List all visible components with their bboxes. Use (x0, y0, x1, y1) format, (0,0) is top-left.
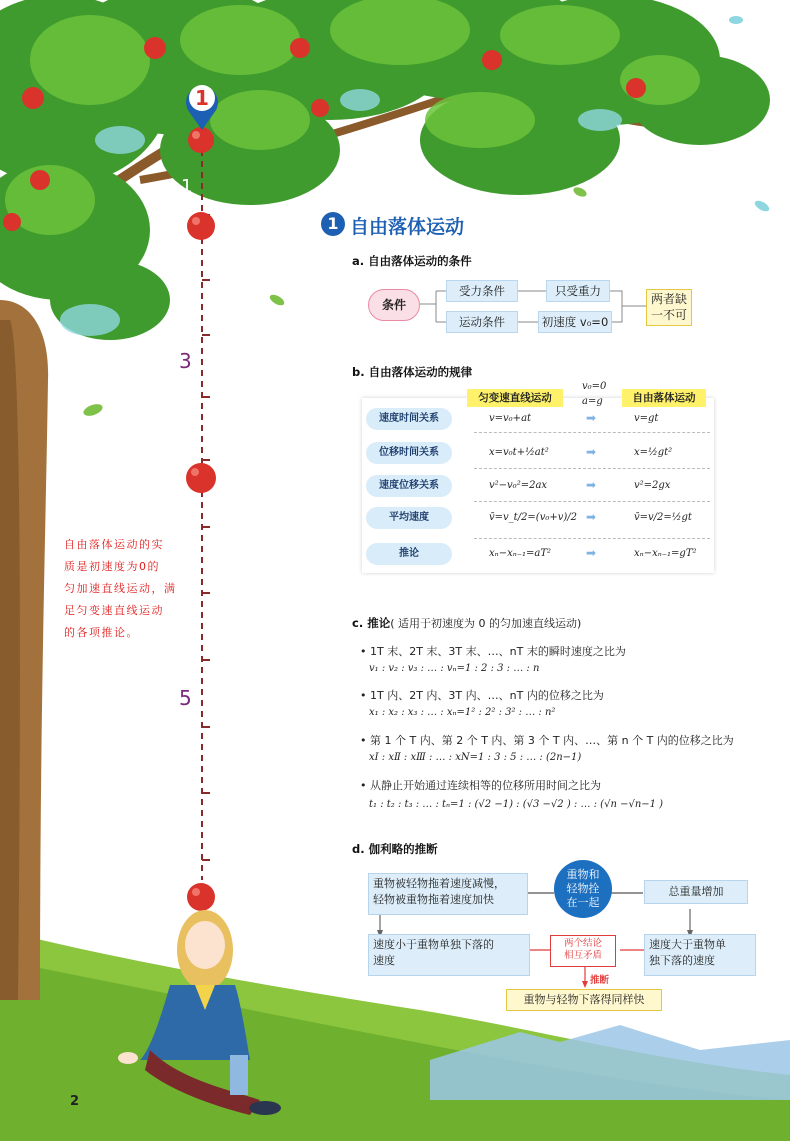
corollary-text: 1T 内、2T 内、3T 内、…、nT 内的位移之比为 (370, 689, 604, 702)
tied-together-circle (554, 860, 612, 918)
right-bottom-line: 独下落的速度 (649, 954, 715, 967)
corollary-item: • 从静止开始通过连续相等的位移所用时间之比为 (360, 779, 601, 792)
formula-velocity-displacement-general: v²−v₀²=2ax (489, 480, 548, 491)
force-condition-label: 受力条件 (446, 280, 518, 302)
side-note-line: 匀加速直线运动，满 (64, 582, 177, 595)
row-divider (474, 468, 710, 469)
left-top-box (368, 873, 528, 915)
contradiction-line: 两个结论 (563, 938, 602, 949)
arrow-right-icon: ➡ (586, 478, 597, 492)
arrow-right-icon: ➡ (586, 510, 597, 524)
condition-v0: v₀=0 (582, 381, 607, 392)
right-bottom-line: 速度大于重物单 (649, 938, 726, 951)
formula-displacement-time-general: x=v₀t+½at² (489, 447, 549, 458)
side-note-line: 的各项推论。 (64, 626, 139, 639)
formula-corollary-freefall: xₙ−xₙ₋₁=gT² (634, 548, 697, 559)
corollary-ratio: x₁ : x₂ : x₃ : … : xₙ=1² : 2² : 3² : … : n² (369, 707, 556, 718)
side-note-line: 自由落体运动的实 (64, 538, 164, 551)
corollary-text: 1T 末、2T 末、3T 末、…、nT 末的瞬时速度之比为 (370, 645, 626, 658)
row-divider (474, 501, 710, 502)
motion-condition-value: 初速度 v₀=0 (538, 311, 612, 333)
part-c-heading-row (352, 615, 581, 631)
part-b-heading: b. 自由落体运动的规律 (352, 365, 473, 379)
corollary-text: 从静止开始通过连续相等的位移所用时间之比为 (370, 779, 601, 792)
condition-a: a=g (582, 396, 603, 407)
both-required-line: 两者缺 (650, 292, 687, 306)
tied-line: 轻物拴 (566, 882, 600, 895)
formula-velocity-displacement-freefall: v²=2gx (634, 480, 671, 491)
arrow-right-icon: ➡ (586, 411, 597, 425)
tied-line: 重物和 (566, 868, 600, 881)
ruler-label-5: 5 (179, 686, 192, 710)
corollary-item: • 1T 末、2T 末、3T 末、…、nT 末的瞬时速度之比为 (360, 645, 626, 658)
side-note-line: 足匀变速直线运动 (64, 604, 164, 617)
left-bottom-line: 速度小于重物单独下落的 (373, 938, 494, 951)
both-required-line: 一不可 (650, 308, 687, 322)
column-free-fall: 自由落体运动 (622, 389, 706, 407)
row-label-velocity-time: 速度时间关系 (366, 408, 452, 430)
force-condition-value: 只受重力 (546, 280, 610, 302)
left-top-line: 重物被轻物拖着速度减慢， (373, 877, 505, 890)
left-bottom-line: 速度 (373, 954, 395, 967)
corollary-ratio: v₁ : v₂ : v₃ : … : vₙ=1 : 2 : 3 : … : n (369, 663, 540, 674)
right-bottom-box (644, 934, 756, 976)
contradiction-line: 相互矛盾 (563, 950, 602, 961)
total-weight-box: 总重量增加 (644, 880, 748, 904)
marker-number: 1 (195, 86, 209, 110)
condition-root: 条件 (368, 289, 420, 321)
part-c-heading-note: ( 适用于初速度为 0 的匀加速直线运动) (390, 617, 582, 630)
row-label-displacement-time: 位移时间关系 (366, 442, 452, 464)
conclusion-box: 重物与轻物下落得同样快 (506, 989, 662, 1011)
corollary-item: • 第 1 个 T 内、第 2 个 T 内、第 3 个 T 内、…、第 n 个 T 内的位移之比为 (360, 734, 734, 747)
ruler-label-1: 1 (181, 176, 193, 197)
corollary-ratio: xⅠ : xⅡ : xⅢ : … : xN=1 : 3 : 5 : … : (2n−1) (369, 752, 582, 763)
formula-average-velocity-freefall: v̄=v/2=½gt (634, 512, 692, 523)
row-divider (474, 432, 710, 433)
arrow-right-icon: ➡ (586, 546, 597, 560)
section-badge: 1 (321, 212, 345, 236)
infer-label: 推断 (590, 975, 610, 986)
row-label-average-velocity: 平均速度 (366, 507, 452, 529)
column-uniform-acceleration: 匀变速直线运动 (467, 389, 563, 407)
tied-line: 在一起 (566, 896, 600, 909)
motion-condition-label: 运动条件 (446, 311, 518, 333)
row-label-corollary: 推论 (366, 543, 452, 565)
both-required-note (646, 289, 692, 326)
part-d-heading: d. 伽利略的推断 (352, 842, 438, 856)
arrow-right-icon: ➡ (586, 445, 597, 459)
ruler-label-3: 3 (179, 349, 192, 373)
corollary-text: 第 1 个 T 内、第 2 个 T 内、第 3 个 T 内、…、第 n 个 T 内的位移之比为 (370, 734, 734, 747)
part-c-heading: c. 推论 (352, 616, 391, 630)
section-title: 自由落体运动 (350, 216, 465, 238)
formula-displacement-time-freefall: x=½gt² (634, 447, 673, 458)
part-a-heading: a. 自由落体运动的条件 (352, 254, 472, 268)
formula-velocity-time-general: v=v₀+at (489, 413, 532, 424)
row-divider (474, 538, 710, 539)
contradiction-box (550, 935, 616, 967)
side-note-line: 质是初速度为0的 (64, 560, 160, 573)
row-label-velocity-displacement: 速度位移关系 (366, 475, 452, 497)
formula-velocity-time-freefall: v=gt (634, 413, 659, 424)
left-top-line: 轻物被重物拖着速度加快 (373, 893, 494, 906)
corollary-ratio: t₁ : t₂ : t₃ : … : tₙ=1 : (√2 −1) : (√3 −√2 ) : … : (√n −√n−1 ) (369, 799, 664, 810)
page-number: 2 (70, 1094, 80, 1109)
formula-corollary-general: xₙ−xₙ₋₁=aT² (489, 548, 552, 559)
corollary-item: • 1T 内、2T 内、3T 内、…、nT 内的位移之比为 (360, 689, 604, 702)
side-note (64, 534, 194, 644)
formula-average-velocity-general: v̄=v_t/2=(v₀+v)/2 (489, 512, 578, 523)
left-bottom-box (368, 934, 530, 976)
